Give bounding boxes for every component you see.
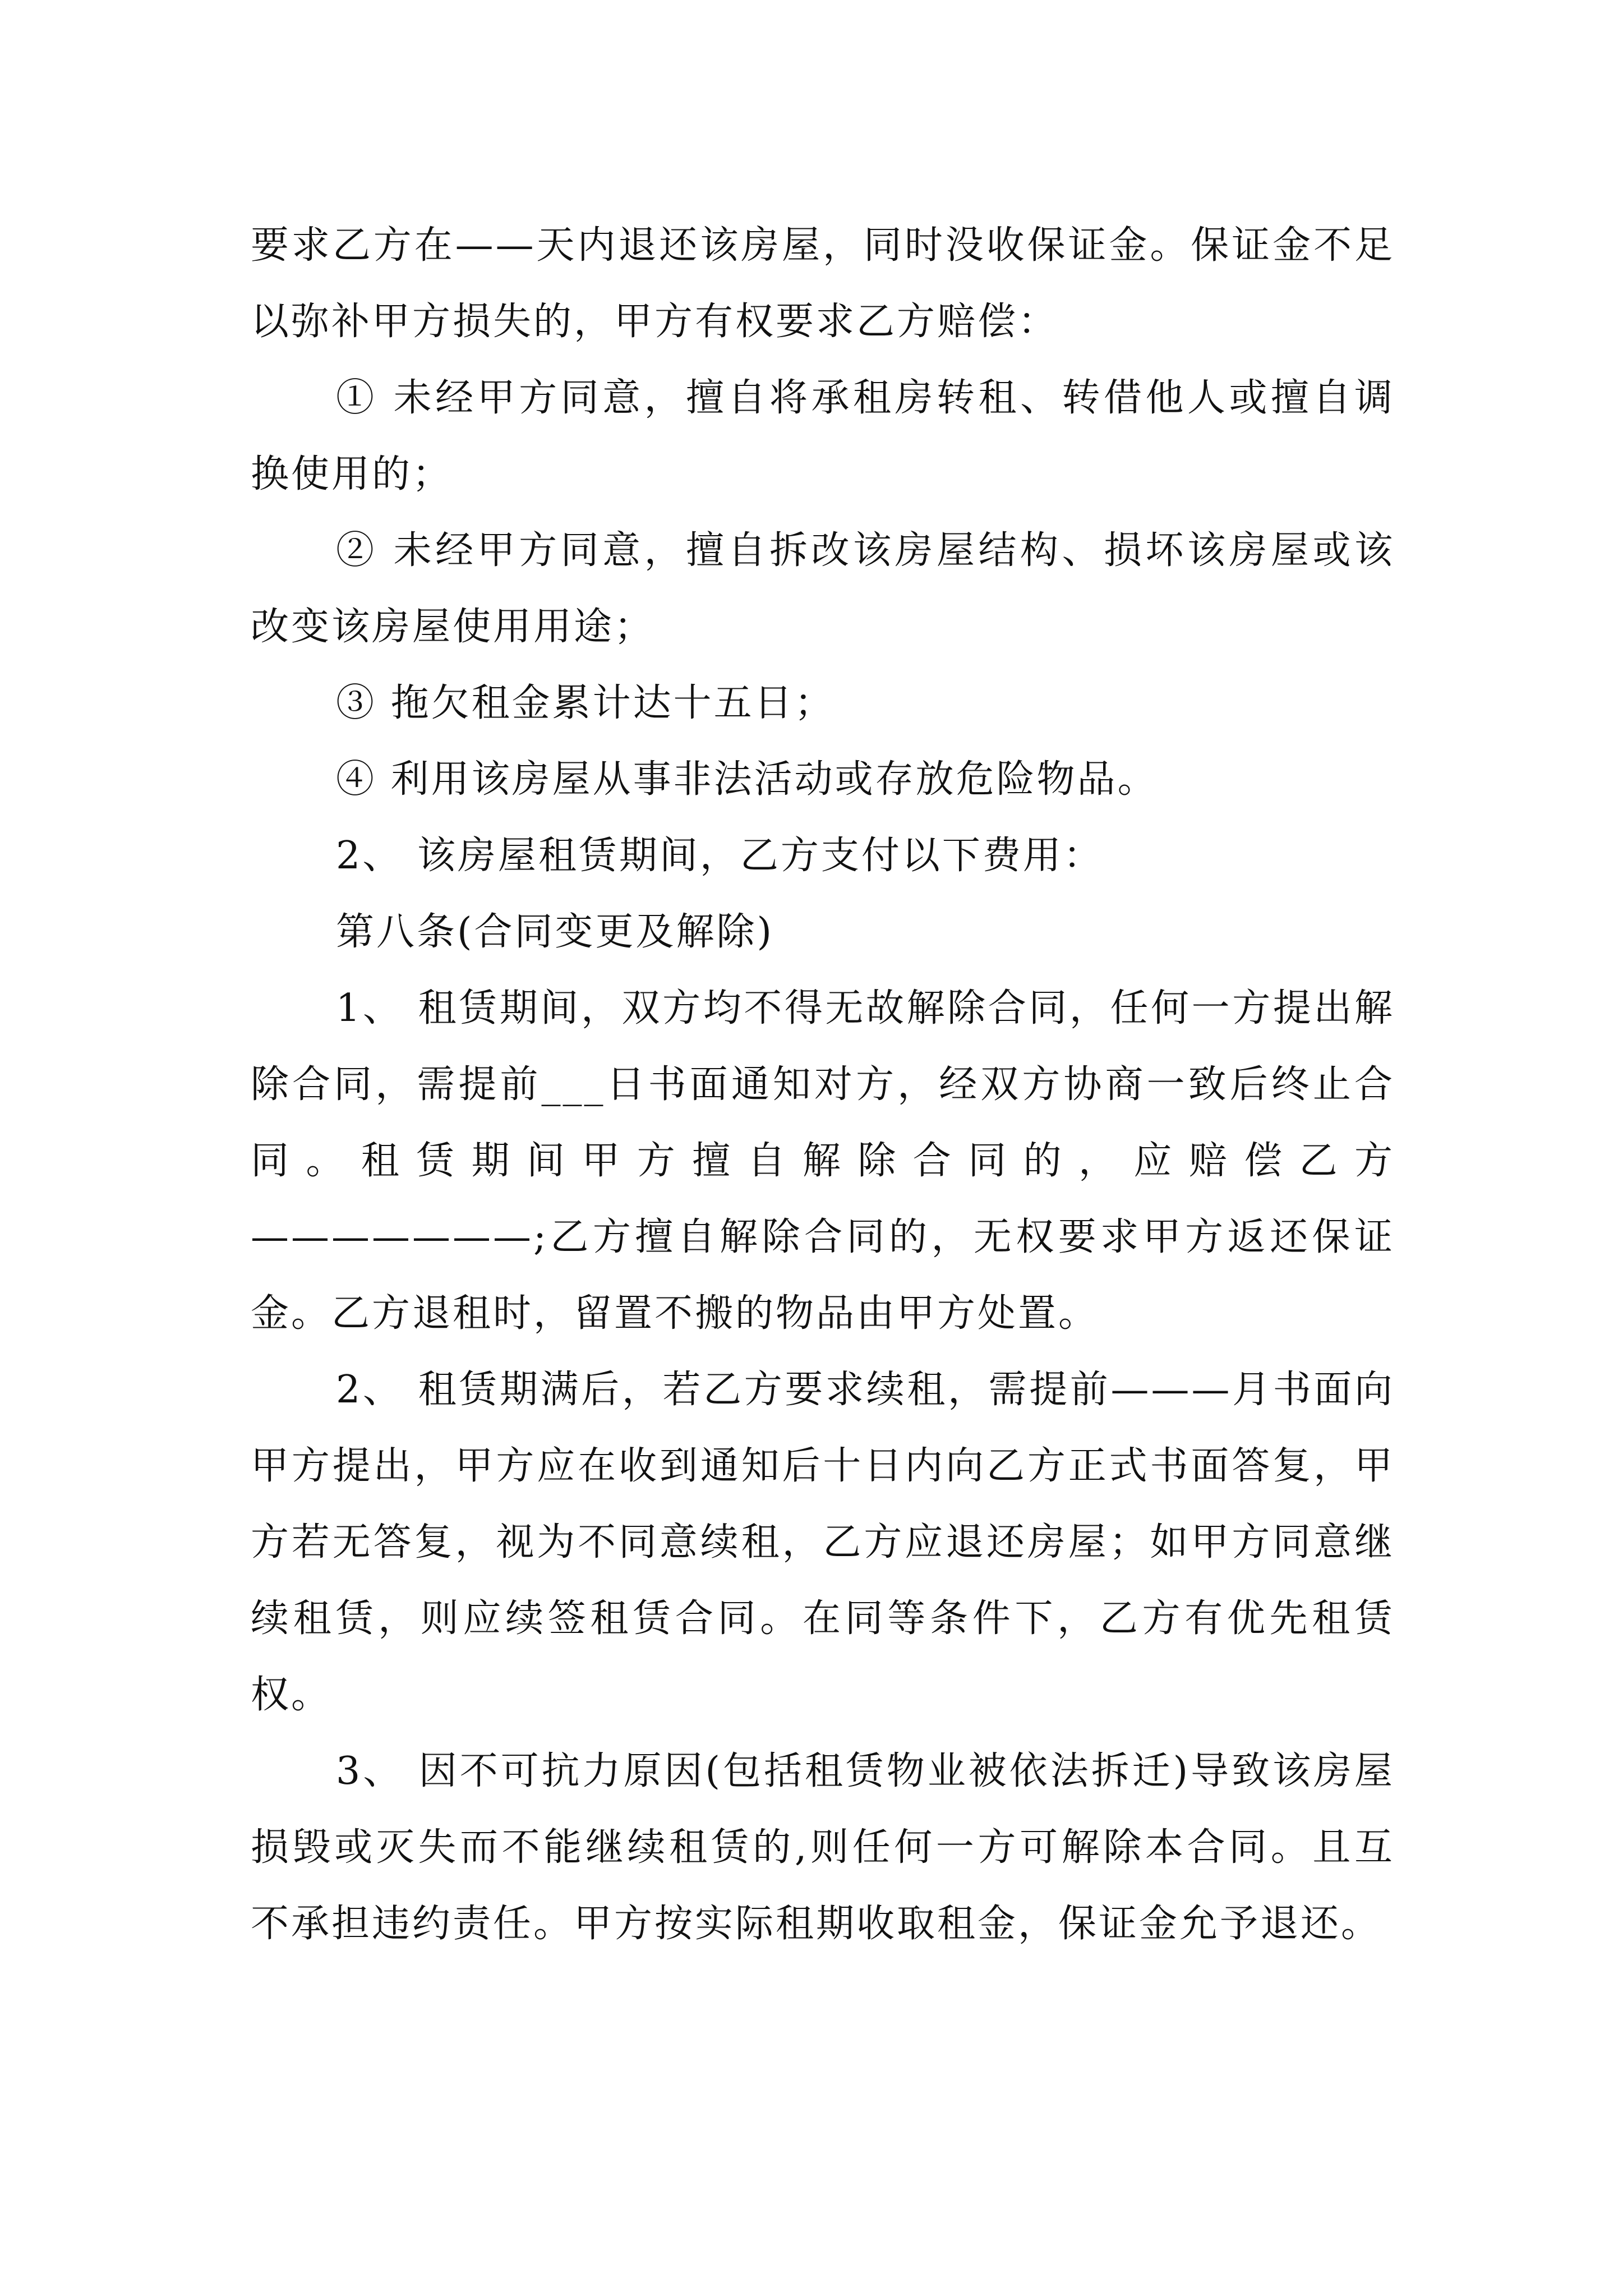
document-body (251, 208, 1395, 1962)
paragraph-clause-2: 2、 租赁期满后，若乙方要求续租，需提前———月书面向甲方提出，甲方应在收到通知后十日内向乙方正式书面答复，甲方若无答复，视为不同意续租，乙方应退还房屋；如甲方同意继续租赁，则应续签租赁合同。在同等条件下，乙方有优先租赁权。 (251, 1368, 1395, 1717)
paragraph-item-4: ④ 利用该房屋从事非法活动或存放危险物品。 (336, 757, 1158, 802)
paragraph-clause-1: 1、 租赁期间，双方均不得无故解除合同，任何一方提出解除合同，需提前___日书面通知对方，经双方协商一致后终止合同。租赁期间甲方擅自解除合同的，应赔偿乙方———————;乙方擅自解除合同的，无权要求甲方返还保证金。乙方退租时，留置不搬的物品由甲方处置。 (251, 986, 1395, 1336)
paragraph-item-2: ② 未经甲方同意，擅自拆改该房屋结构、损坏该房屋或该改变该房屋使用用途； (251, 528, 1395, 649)
paragraph-clause-3: 3、 因不可抗力原因(包括租赁物业被依法拆迁)导致该房屋损毁或灭失而不能继续租赁的,则任何一方可解除本合同。且互不承担违约责任。甲方按实际租期收取租金，保证金允予退还。 (251, 1749, 1395, 1946)
paragraph-item-1: ① 未经甲方同意，擅自将承租房转租、转借他人或擅自调换使用的； (251, 376, 1395, 496)
article-eight-heading: 第八条(合同变更及解除) (336, 910, 774, 954)
paragraph-item-3: ③ 拖欠租金累计达十五日； (336, 681, 835, 725)
paragraph-fees: 2、 该房屋租赁期间，乙方支付以下费用： (336, 834, 1104, 878)
paragraph-penalty-intro: 要求乙方在——天内退还该房屋，同时没收保证金。保证金不足以弥补甲方损失的，甲方有权要求乙方赔偿： (251, 223, 1395, 344)
